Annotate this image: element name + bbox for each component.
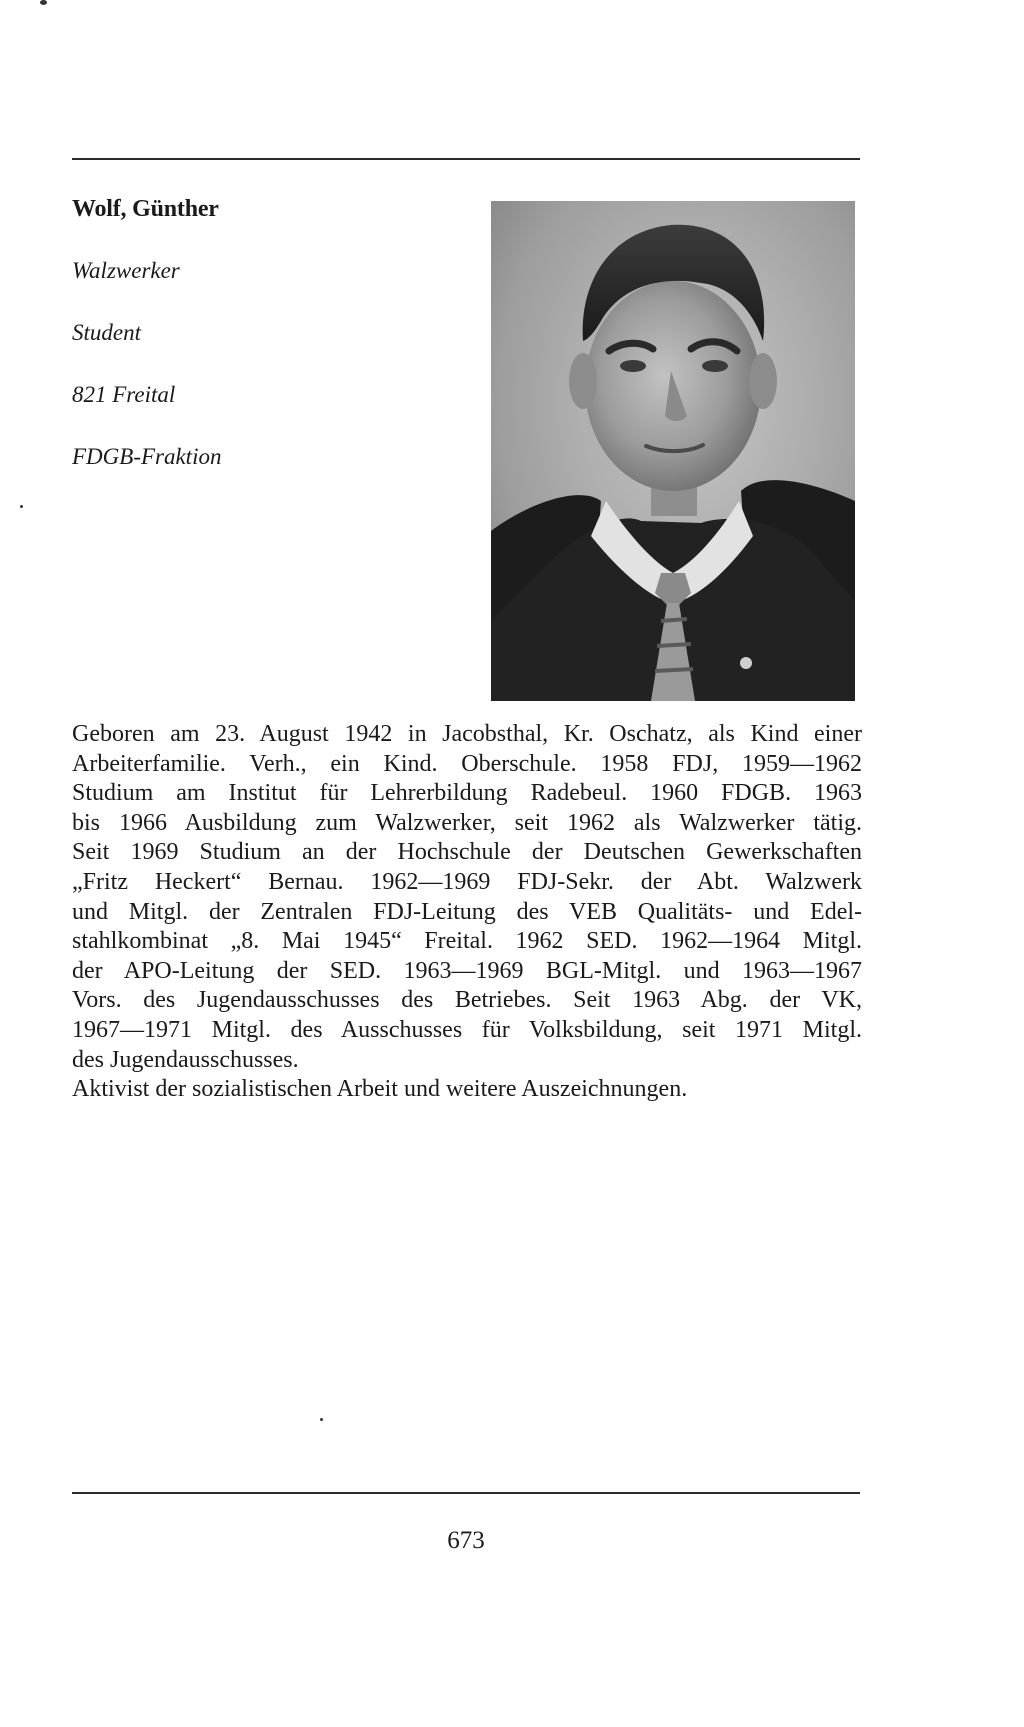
biography-line: bis 1966 Ausbildung zum Walzwerker, seit 1962 als Walzwerker tätig. <box>72 809 862 836</box>
biography-line: Seit 1969 Studium an der Hochschule der Deutschen Gewerkschaften <box>72 839 862 866</box>
top-divider <box>72 158 860 160</box>
biography-line: Studium am Institut für Lehrerbildung Radebeul. 1960 FDGB. 1963 <box>72 780 862 807</box>
entry-status: Student <box>72 320 141 345</box>
scan-speck <box>20 505 23 508</box>
bottom-divider <box>72 1492 860 1494</box>
page-number: 673 <box>447 1527 485 1554</box>
biography-line: 1967—1971 Mitgl. des Ausschusses für Volksbildung, seit 1971 Mitgl. <box>72 1016 862 1043</box>
entry-faction: FDGB-Fraktion <box>72 444 222 469</box>
biography-text <box>72 720 862 1105</box>
biography-line: Vors. des Jugendausschusses des Betriebes. Seit 1963 Abg. der VK, <box>72 987 862 1014</box>
entry-residence: 821 Freital <box>72 382 176 407</box>
biography-line: „Fritz Heckert“ Bernau. 1962—1969 FDJ-Sekr. der Abt. Walzwerk <box>72 868 862 895</box>
scan-speck <box>40 0 47 5</box>
entry-occupation: Walzwerker <box>72 258 180 283</box>
entry-name: Wolf, Günther <box>72 196 219 222</box>
biography-line: Geboren am 23. August 1942 in Jacobsthal, Kr. Oschatz, als Kind einer <box>72 721 862 747</box>
biography-line: stahlkombinat „8. Mai 1945“ Freital. 1962 SED. 1962—1964 Mitgl. <box>72 928 862 955</box>
biography-line: und Mitgl. der Zentralen FDJ-Leitung des VEB Qualitäts- und Edel- <box>72 898 862 925</box>
scan-speck <box>320 1418 323 1421</box>
biography-line: Arbeiterfamilie. Verh., ein Kind. Oberschule. 1958 FDJ, 1959—1962 <box>72 750 862 777</box>
biography-line: des Jugendausschusses. <box>72 1046 299 1073</box>
biography-line: der APO-Leitung der SED. 1963—1969 BGL-Mitgl. und 1963—1967 <box>72 957 862 984</box>
portrait-photo <box>491 201 855 701</box>
biography-awards: Aktivist der sozialistischen Arbeit und weitere Auszeichnungen. <box>72 1076 688 1103</box>
